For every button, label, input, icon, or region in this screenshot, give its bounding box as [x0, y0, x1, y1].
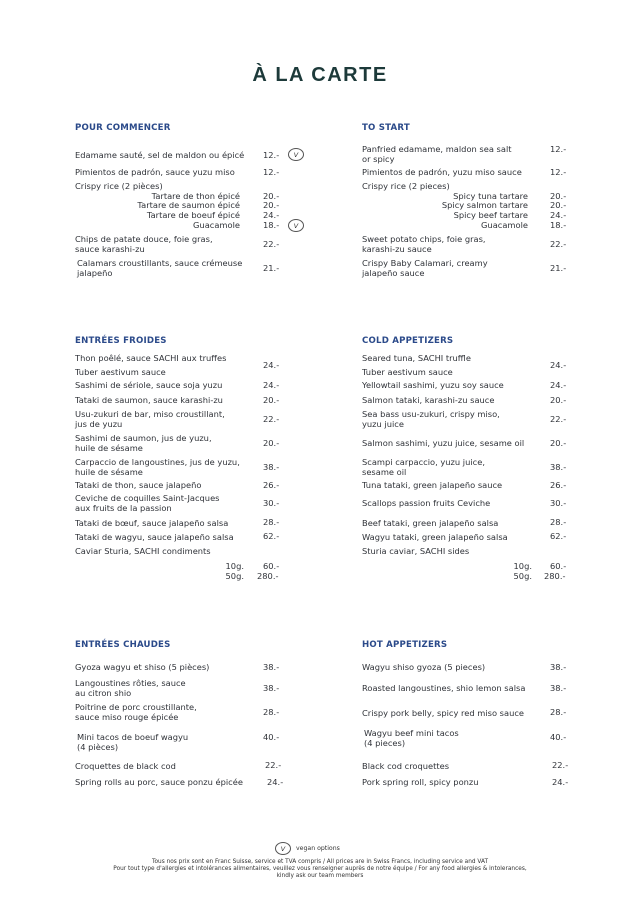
menu-item-name: Edamame sauté, sel de maldon ou épicé: [75, 150, 245, 160]
menu-item-price: 28.-: [263, 707, 280, 717]
menu-item-price: 22.-: [550, 239, 567, 249]
menu-item-name: Pimientos de padrón, yuzu miso sauce: [362, 167, 522, 177]
menu-item-price: 60.-: [550, 561, 567, 571]
menu-item-price: 12.-: [263, 150, 280, 160]
menu-item-name: Yellowtail sashimi, yuzu soy sauce: [362, 380, 504, 390]
menu-item-name: Crispy rice (2 pieces): [362, 181, 450, 191]
menu-item-price: 12.-: [550, 167, 567, 177]
menu-item-price: 20.-: [550, 438, 567, 448]
menu-item-price: 30.-: [263, 498, 280, 508]
menu-item-price: 20.-: [263, 191, 280, 201]
menu-item-price: 22.-: [263, 239, 280, 249]
menu-item-price: 20.-: [263, 438, 280, 448]
menu-item-price: 24.-: [263, 360, 280, 370]
section-title-entrees-froides: ENTRÉES FROIDES: [75, 336, 167, 346]
menu-item-name: Crispy rice (2 pièces): [75, 181, 163, 191]
caviar-size: 10g.: [513, 561, 532, 571]
menu-item-price: 280.-: [544, 571, 566, 581]
menu-item-price: 24.-: [263, 210, 280, 220]
section-title-pour-commencer: POUR COMMENCER: [75, 123, 171, 133]
menu-item-price: 18.-: [263, 220, 280, 230]
menu-item-price: 24.-: [263, 380, 280, 390]
menu-item-name: Salmon tataki, karashi-zu sauce: [362, 395, 495, 405]
menu-item-name: Poitrine de porc croustillante,: [75, 702, 197, 712]
menu-subitem-name: Guacamole: [193, 220, 240, 230]
menu-item-name: Chips de patate douce, foie gras,: [75, 234, 213, 244]
menu-item-name: Thon poêlé, sauce SACHI aux truffes: [75, 353, 227, 363]
menu-subitem-name: Spicy tuna tartare: [453, 191, 528, 201]
menu-item-price: 28.-: [263, 517, 280, 527]
menu-subitem-name: Tartare de saumon épicé: [137, 200, 240, 210]
menu-item-price: 38.-: [263, 462, 280, 472]
menu-item-name-line2: huile de sésame: [75, 443, 143, 453]
menu-item-name: Mini tacos de boeuf wagyu: [77, 732, 189, 742]
menu-item-price: 21.-: [263, 263, 280, 273]
menu-item-name-line2: (4 pièces): [77, 742, 119, 752]
caviar-size: 50g.: [225, 571, 244, 581]
menu-item-price: 20.-: [263, 395, 280, 405]
menu-item-name: Salmon sashimi, yuzu juice, sesame oil: [362, 438, 525, 448]
menu-item-name: Sea bass usu-zukuri, crispy miso,: [362, 409, 500, 419]
menu-item-name: Carpaccio de langoustines, jus de yuzu,: [75, 457, 240, 467]
menu-item-name-line2: huile de sésame: [75, 467, 143, 477]
caviar-size: 50g.: [513, 571, 532, 581]
menu-item-name: Ceviche de coquilles Saint-Jacques: [75, 493, 220, 503]
menu-item-price: 24.-: [267, 777, 284, 787]
vegan-leaf-icon: V: [275, 842, 291, 855]
menu-item-price: 24.-: [550, 380, 567, 390]
menu-item-price: 22.-: [263, 414, 280, 424]
footer-line: Tous nos prix sont en Franc Suisse, service et TVA compris / All prices are in Swiss Francs, including service and VAT: [151, 859, 489, 865]
menu-subitem-name: Guacamole: [481, 220, 528, 230]
menu-item-name: Gyoza wagyu et shiso (5 pièces): [75, 662, 210, 672]
menu-item-price: 18.-: [550, 220, 567, 230]
menu-item-price: 24.-: [552, 777, 569, 787]
menu-item-price: 30.-: [550, 498, 567, 508]
menu-item-name: Calamars croustillants, sauce crémeuse: [77, 258, 243, 268]
menu-subitem-name: Spicy salmon tartare: [441, 200, 528, 210]
menu-item-name: Wagyu shiso gyoza (5 pieces): [362, 662, 486, 672]
menu-item-price: 12.-: [263, 167, 280, 177]
menu-item-name: Pimientos de padrón, sauce yuzu miso: [75, 167, 235, 177]
menu-item-price: 22.-: [550, 414, 567, 424]
menu-item-name: Sweet potato chips, foie gras,: [362, 234, 486, 244]
menu-item-name: Sashimi de saumon, jus de yuzu,: [75, 433, 212, 443]
menu-item-name-line2: sesame oil: [362, 467, 407, 477]
menu-item-price: 38.-: [550, 662, 567, 672]
menu-item-name: Usu-zukuri de bar, miso croustillant,: [75, 409, 225, 419]
menu-item-price: 38.-: [263, 683, 280, 693]
menu-item-price: 20.-: [263, 200, 280, 210]
menu-subitem-name: Tartare de thon épicé: [151, 191, 240, 201]
menu-item-name: Beef tataki, green jalapeño salsa: [362, 518, 499, 528]
menu-item-name: Tataki de wagyu, sauce jalapeño salsa: [75, 532, 234, 542]
menu-item-name: Caviar Sturia, SACHI condiments: [75, 546, 211, 556]
menu-item-name: Spring rolls au porc, sauce ponzu épicée: [75, 777, 243, 787]
menu-item-name: Sashimi de sériole, sauce soja yuzu: [75, 380, 223, 390]
menu-item-price: 38.-: [550, 462, 567, 472]
menu-item-name: Croquettes de black cod: [75, 761, 176, 771]
menu-item-price: 28.-: [550, 707, 567, 717]
menu-item-price: 12.-: [550, 144, 567, 154]
menu-item-name: Tataki de saumon, sauce karashi-zu: [75, 395, 223, 405]
menu-item-price: 22.-: [265, 760, 282, 770]
menu-item-price: 38.-: [263, 662, 280, 672]
menu-item-price: 62.-: [550, 531, 567, 541]
menu-item-name-line2: sauce miso rouge épicée: [75, 712, 179, 722]
menu-item-name-line2: jalapeño: [77, 268, 113, 278]
menu-item-name: Roasted langoustines, shio lemon salsa: [362, 683, 526, 693]
menu-item-price: 60.-: [263, 561, 280, 571]
menu-item-name: Sturia caviar, SACHI sides: [362, 546, 470, 556]
menu-item-name-line2: au citron shio: [75, 688, 132, 698]
menu-item-name: Scampi carpaccio, yuzu juice,: [362, 457, 485, 467]
menu-item-price: 38.-: [550, 683, 567, 693]
menu-item-name-line2: or spicy: [362, 154, 395, 164]
menu-item-name-line2: karashi-zu sauce: [362, 244, 432, 254]
menu-subitem-name: Tartare de boeuf épicé: [146, 210, 240, 220]
section-title-to-start: TO START: [362, 123, 410, 133]
menu-item-price: 20.-: [550, 200, 567, 210]
menu-item-price: 62.-: [263, 531, 280, 541]
menu-item-name-line2: yuzu juice: [362, 419, 404, 429]
vegan-leaf-icon: V: [288, 148, 304, 161]
menu-item-name: Crispy pork belly, spicy red miso sauce: [362, 708, 525, 718]
menu-item-price: 24.-: [550, 360, 567, 370]
menu-item-price: 26.-: [550, 480, 567, 490]
menu-item-price: 26.-: [263, 480, 280, 490]
menu-item-price: 28.-: [550, 517, 567, 527]
menu-item-name-line2: jus de yuzu: [75, 419, 123, 429]
menu-item-price: 20.-: [550, 191, 567, 201]
page-title: À LA CARTE: [252, 64, 388, 86]
menu-item-price: 40.-: [263, 732, 280, 742]
menu-item-name: Tataki de thon, sauce jalapeño: [75, 480, 202, 490]
menu-item-name: Tataki de bœuf, sauce jalapeño salsa: [75, 518, 229, 528]
menu-item-name: Wagyu beef mini tacos: [364, 728, 459, 738]
section-title-entrees-chaudes: ENTRÉES CHAUDES: [75, 640, 171, 650]
menu-item-name: Pork spring roll, spicy ponzu: [362, 777, 479, 787]
menu-item-price: 40.-: [550, 732, 567, 742]
menu-item-price: 21.-: [550, 263, 567, 273]
menu-item-price: 280.-: [257, 571, 279, 581]
menu-item-name: Black cod croquettes: [362, 761, 450, 771]
vegan-leaf-icon: V: [288, 219, 304, 232]
menu-item-name: Panfried edamame, maldon sea salt: [362, 144, 512, 154]
menu-item-name: Scallops passion fruits Ceviche: [362, 498, 491, 508]
menu-item-name-line2: Tuber aestivum sauce: [75, 367, 166, 377]
footer-line: Pour tout type d'allergies et intolérances alimentaires, veuillez vous renseigner auprès de notre équipe / For any food allergies & intolerances,: [113, 866, 527, 872]
menu-item-name: Tuna tataki, green jalapeño sauce: [362, 480, 503, 490]
menu-item-name: Crispy Baby Calamari, creamy: [362, 258, 488, 268]
menu-item-price: 22.-: [552, 760, 569, 770]
menu-item-name: Langoustines rôties, sauce: [75, 678, 186, 688]
vegan-legend-label: vegan options: [296, 845, 340, 852]
menu-item-name: Wagyu tataki, green jalapeño salsa: [362, 532, 508, 542]
menu-item-name: Seared tuna, SACHI truffle: [362, 353, 471, 363]
menu-item-price: 24.-: [550, 210, 567, 220]
menu-item-name-line2: (4 pieces): [364, 738, 406, 748]
menu-item-name-line2: Tuber aestivum sauce: [362, 367, 453, 377]
menu-subitem-name: Spicy beef tartare: [453, 210, 528, 220]
section-title-cold-appetizers: COLD APPETIZERS: [362, 336, 454, 346]
menu-item-price: 20.-: [550, 395, 567, 405]
menu-item-name-line2: jalapeño sauce: [362, 268, 425, 278]
caviar-size: 10g.: [225, 561, 244, 571]
section-title-hot-appetizers: HOT APPETIZERS: [362, 640, 448, 650]
menu-item-name-line2: sauce karashi-zu: [75, 244, 145, 254]
menu-item-name-line2: aux fruits de la passion: [75, 503, 172, 513]
footer-line: kindly ask our team members: [276, 873, 364, 879]
